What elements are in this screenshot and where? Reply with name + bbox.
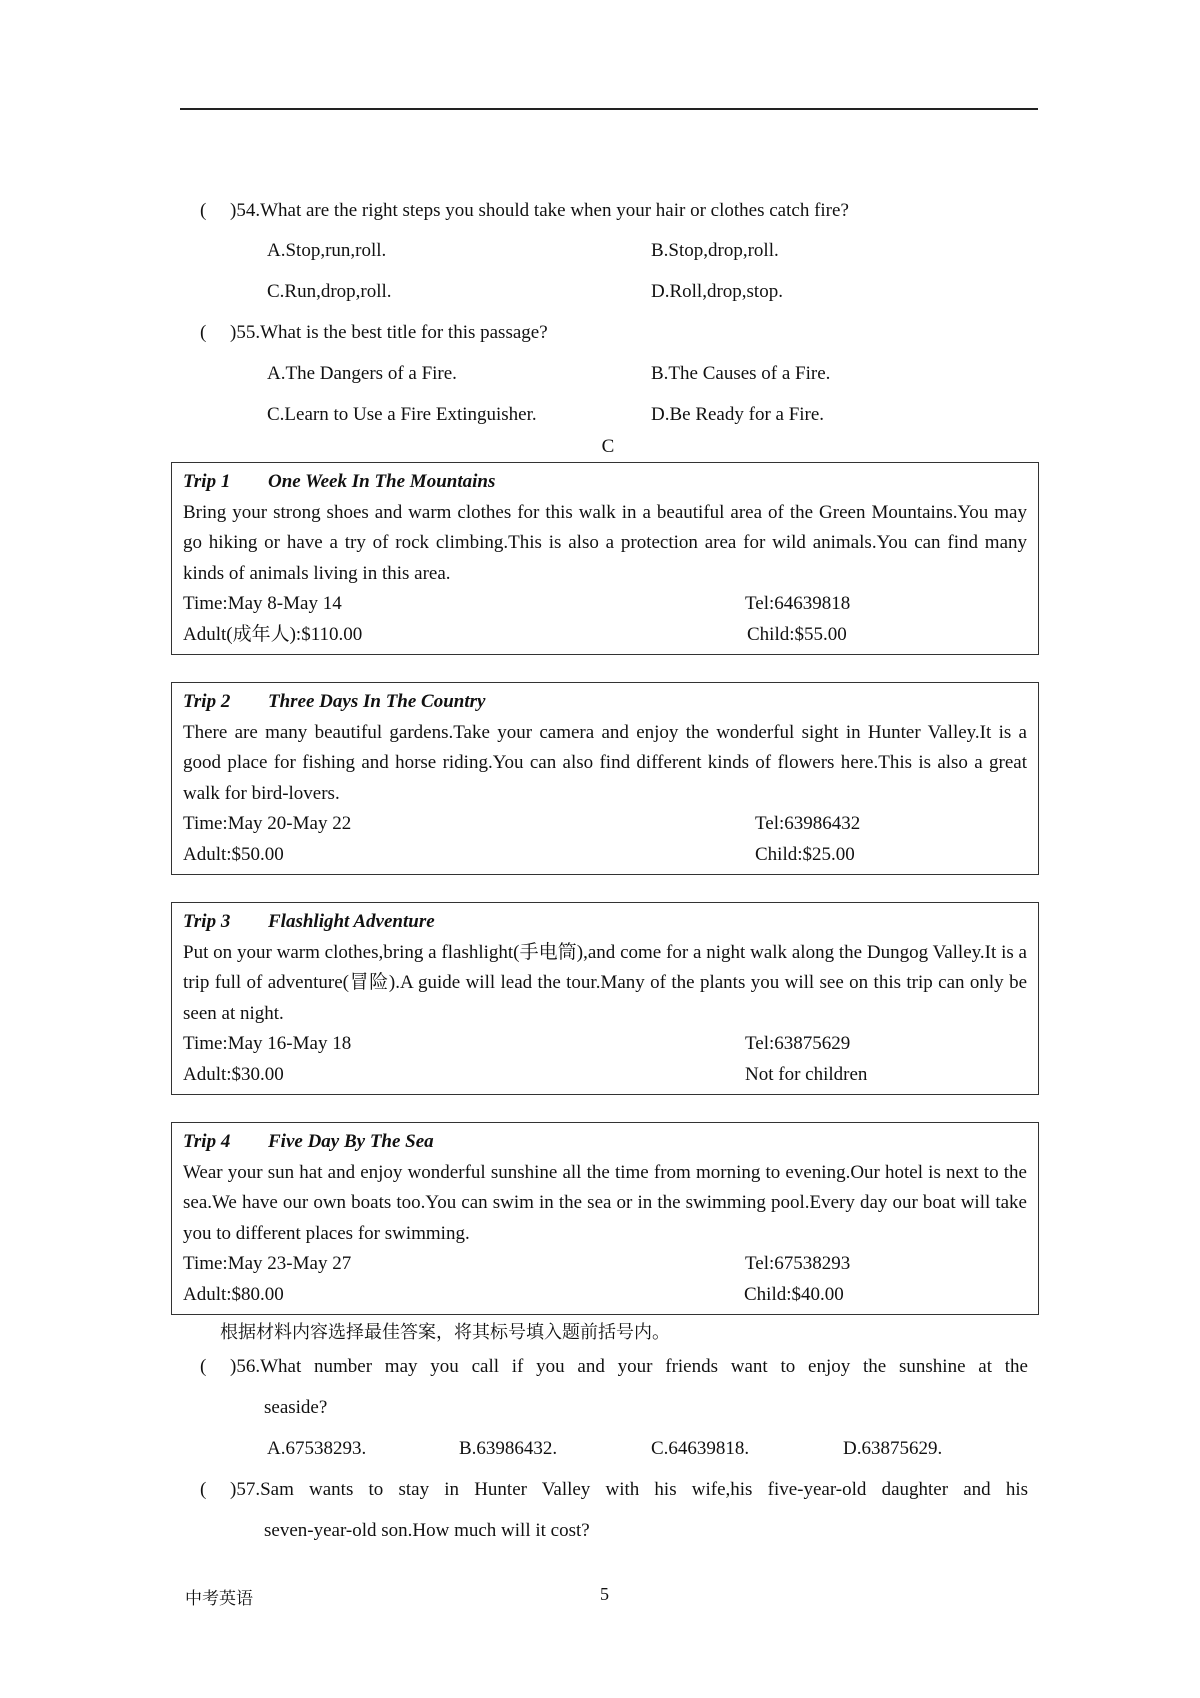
trip-card-3 bbox=[171, 902, 1039, 1095]
trip-time: Time:May 20-May 22 bbox=[183, 813, 352, 834]
trip-number: Trip 3 bbox=[183, 911, 231, 932]
trip-child-price: Not for children bbox=[745, 1063, 868, 1085]
trip-number: Trip 2 bbox=[183, 691, 231, 712]
trip-title bbox=[183, 687, 1027, 718]
answer-bracket: ( bbox=[200, 1356, 207, 1377]
question-55-option-a: A.The Dangers of a Fire. bbox=[267, 363, 457, 384]
question-56-option-d: D.63875629. bbox=[843, 1438, 943, 1459]
trip-child-price: Child:$55.00 bbox=[747, 623, 847, 645]
trip-description: There are many beautiful gardens.Take your camera and enjoy the wonderful sight in Hunter Valley.It is a good place for fishing and horse riding.You can also find different kinds of flowers here.This is also a great walk for bird-lovers. bbox=[183, 721, 1027, 804]
trip-title bbox=[183, 907, 1027, 938]
question-54-option-a: A.Stop,run,roll. bbox=[267, 240, 387, 261]
question-56-text: )56.What number may you call if you and your friends want to enjoy the sunshine at the bbox=[230, 1356, 1028, 1377]
question-56-text-cont: seaside? bbox=[264, 1397, 328, 1418]
trip-time: Time:May 16-May 18 bbox=[183, 1033, 352, 1054]
trip-number: Trip 1 bbox=[183, 471, 231, 492]
trip-adult-price: Adult:$30.00 bbox=[183, 1063, 284, 1085]
trip-description: Put on your warm clothes,bring a flashlight(手电筒),and come for a night walk along the Dungog Valley.It is a trip full of adventure(冒险).A guide will lead the tour.Many of the plants you will see on this trip can only be seen at night. bbox=[183, 941, 1027, 1024]
trip-description: Bring your strong shoes and warm clothes for this walk in a beautiful area of the Green Mountains.You may go hiking or have a try of rock climbing.This is also a protection area for wild animals.You can find many kinds of animals living in this area. bbox=[183, 501, 1027, 584]
answer-bracket: ( bbox=[200, 200, 207, 221]
question-57-text-cont: seven-year-old son.How much will it cost? bbox=[264, 1520, 590, 1541]
trip-card-1 bbox=[171, 462, 1039, 655]
trip-name: Three Days In The Country bbox=[268, 691, 486, 712]
trip-description: Wear your sun hat and enjoy wonderful sunshine all the time from morning to evening.Our hotel is next to the sea.We have our own boats too.You can swim in the sea or in the swimming pool.Every day our boat will take you to different places for swimming. bbox=[183, 1161, 1027, 1244]
trip-tel: Tel:67538293 bbox=[745, 1253, 851, 1274]
trip-tel: Tel:63986432 bbox=[755, 813, 861, 834]
trip-child-price: Child:$25.00 bbox=[755, 843, 855, 865]
question-54-text: )54.What are the right steps you should take when your hair or clothes catch fire? bbox=[230, 200, 849, 221]
trip-time: Time:May 23-May 27 bbox=[183, 1253, 352, 1274]
answer-bracket: ( bbox=[200, 1479, 207, 1500]
trip-card-4 bbox=[171, 1122, 1039, 1315]
question-55-option-c: C.Learn to Use a Fire Extinguisher. bbox=[267, 404, 537, 425]
trip-title bbox=[183, 467, 1027, 498]
header-rule bbox=[180, 108, 1038, 110]
question-57-text: )57.Sam wants to stay in Hunter Valley with his wife,his five-year-old daughter and his bbox=[230, 1479, 1028, 1500]
trip-tel: Tel:64639818 bbox=[745, 593, 851, 614]
question-56-option-a: A.67538293. bbox=[267, 1438, 367, 1459]
question-55-option-d: D.Be Ready for a Fire. bbox=[651, 404, 825, 425]
trip-name: Five Day By The Sea bbox=[268, 1131, 434, 1152]
instruction-text: 根据材料内容选择最佳答案，将其标号填入题前括号内。 bbox=[220, 1322, 670, 1343]
trip-time: Time:May 8-May 14 bbox=[183, 593, 342, 614]
question-54-option-d: D.Roll,drop,stop. bbox=[651, 281, 783, 302]
footer-label: 中考英语 bbox=[185, 1589, 253, 1609]
trip-adult-price: Adult:$50.00 bbox=[183, 843, 284, 865]
question-55-option-b: B.The Causes of a Fire. bbox=[651, 363, 831, 384]
question-54-option-c: C.Run,drop,roll. bbox=[267, 281, 392, 302]
question-54-option-b: B.Stop,drop,roll. bbox=[651, 240, 779, 261]
trip-name: One Week In The Mountains bbox=[268, 471, 496, 492]
trip-number: Trip 4 bbox=[183, 1131, 231, 1152]
question-56-option-b: B.63986432. bbox=[459, 1438, 558, 1459]
trip-adult-price: Adult(成年人):$110.00 bbox=[183, 623, 363, 645]
trip-tel: Tel:63875629 bbox=[745, 1033, 851, 1054]
answer-bracket: ( bbox=[200, 322, 207, 343]
section-letter: C bbox=[601, 436, 615, 457]
trip-adult-price: Adult:$80.00 bbox=[183, 1283, 284, 1305]
page-number: 5 bbox=[600, 1584, 609, 1604]
trip-title bbox=[183, 1127, 1027, 1158]
trip-card-2 bbox=[171, 682, 1039, 875]
question-55-text: )55.What is the best title for this passage? bbox=[230, 322, 548, 343]
question-56-option-c: C.64639818. bbox=[651, 1438, 750, 1459]
trip-child-price: Child:$40.00 bbox=[744, 1283, 844, 1305]
trip-name: Flashlight Adventure bbox=[268, 911, 435, 932]
